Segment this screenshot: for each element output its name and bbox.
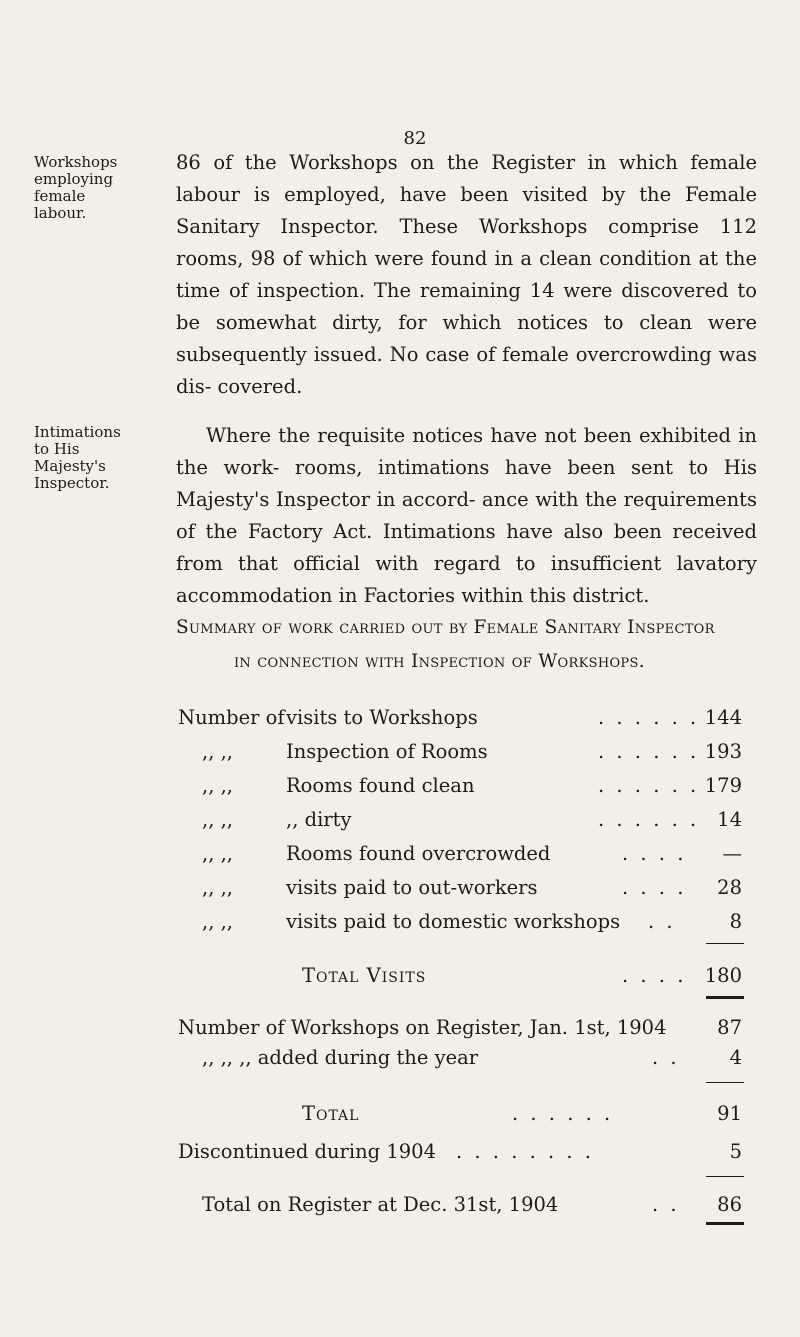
final-total-value: 86 — [717, 1193, 742, 1216]
register-total-label: Total — [302, 1102, 360, 1125]
summary-row-label: visits paid to domestic workshops — [286, 910, 621, 933]
summary-row-value: 8 — [729, 910, 742, 933]
register-row-value: 87 — [717, 1016, 742, 1039]
margin-note-line: labour. — [34, 204, 87, 222]
summary-row-prefix: ,, ,, — [202, 808, 233, 831]
summary-row-prefix: Number of — [178, 706, 285, 729]
summary-row-prefix: ,, ,, — [202, 910, 233, 933]
summary-row-value: 193 — [704, 740, 742, 763]
summary-row-value: 14 — [717, 808, 742, 831]
summary-row-value: 179 — [704, 774, 742, 797]
summary-row-value: 144 — [704, 706, 742, 729]
margin-note-line: Inspector. — [34, 474, 110, 492]
total-visits-label: Total Visits — [302, 964, 427, 987]
summary-row-dots: . . . . . . — [598, 774, 700, 797]
summary-row-dots: . . . . . . — [598, 706, 700, 729]
register-row-value: 4 — [729, 1046, 742, 1069]
register-total-value: 91 — [717, 1102, 742, 1125]
summary-row-label: Inspection of Rooms — [286, 740, 488, 763]
summary-row-dots: . . . . — [622, 876, 687, 899]
margin-note-intimations — [34, 424, 174, 492]
discontinued-value: 5 — [729, 1140, 742, 1163]
final-total-label: Total on Register at Dec. 31st, 1904 — [202, 1193, 559, 1216]
summary-row-dots: . . . . . . — [598, 808, 700, 831]
margin-note-line: Workshops — [34, 153, 118, 171]
margin-note-line: to His — [34, 440, 80, 458]
summary-row-label: ,, dirty — [286, 808, 352, 831]
total-visits-value: 180 — [704, 964, 742, 987]
margin-note-line: female — [34, 187, 86, 205]
margin-note-workshops — [34, 154, 174, 222]
summary-row-prefix: ,, ,, — [202, 740, 233, 763]
rule-line — [706, 943, 744, 944]
register-row-label: ,, ,, ,, added during the year — [202, 1046, 479, 1069]
summary-row-label: visits to Workshops — [286, 706, 478, 729]
summary-row-prefix: ,, ,, — [202, 842, 233, 865]
summary-row-dots: . . — [648, 910, 676, 933]
summary-row-label: Rooms found overcrowded — [286, 842, 551, 865]
discontinued-label: Discontinued during 1904 — [178, 1140, 436, 1163]
page-number: 82 — [403, 128, 427, 149]
margin-note-line: Intimations — [34, 423, 121, 441]
margin-note-line: Majesty's — [34, 457, 106, 475]
summary-row-dots: . . . . . . — [598, 740, 700, 763]
paragraph-intimations: Where the requisite notices have not been exhibited in the work- rooms, intimations have been sent to His Majesty's Inspector in accord- ance with the requirements of the Factory Act. Intimations have also been received from that official with regard to insufficient lavatory accommodation in Factories within this district. — [176, 424, 757, 607]
discontinued-dots: . . . . . . . . — [456, 1140, 594, 1163]
double-rule — [706, 1222, 744, 1225]
summary-row-value: 28 — [717, 876, 742, 899]
final-total-dots: . . — [652, 1193, 680, 1216]
summary-row-value: — — [722, 842, 742, 865]
margin-note-line: employing — [34, 170, 114, 188]
double-rule — [706, 996, 744, 999]
summary-row-dots: . . . . — [622, 842, 687, 865]
summary-row-label: Rooms found clean — [286, 774, 475, 797]
summary-row-prefix: ,, ,, — [202, 876, 233, 899]
total-visits-dots: . . . . — [622, 964, 687, 987]
summary-row-label: visits paid to out-workers — [286, 876, 538, 899]
register-row-dots: . . — [652, 1046, 680, 1069]
register-total-dots: . . . . . . — [512, 1102, 614, 1125]
rule-line — [706, 1176, 744, 1177]
register-row-label: Number of Workshops on Register, Jan. 1st, 1904 — [178, 1016, 667, 1039]
paragraph-workshops: 86 of the Workshops on the Register in which female labour is employed, have been visited by the Female Sanitary Inspector. These Workshops comprise 112 rooms, 98 of which were found in a clean condition at the time of inspection. The remaining 14 were discovered to be somewhat dirty, for which notices to clean were subsequently issued. No case of female overcrowding was dis- covered. — [176, 151, 757, 398]
rule-line — [706, 1082, 744, 1083]
summary-heading-line1: Summary of work carried out by Female Sanitary Inspector — [176, 617, 715, 638]
summary-row-prefix: ,, ,, — [202, 774, 233, 797]
summary-heading-line2: in connection with Inspection of Workshops. — [234, 651, 645, 672]
